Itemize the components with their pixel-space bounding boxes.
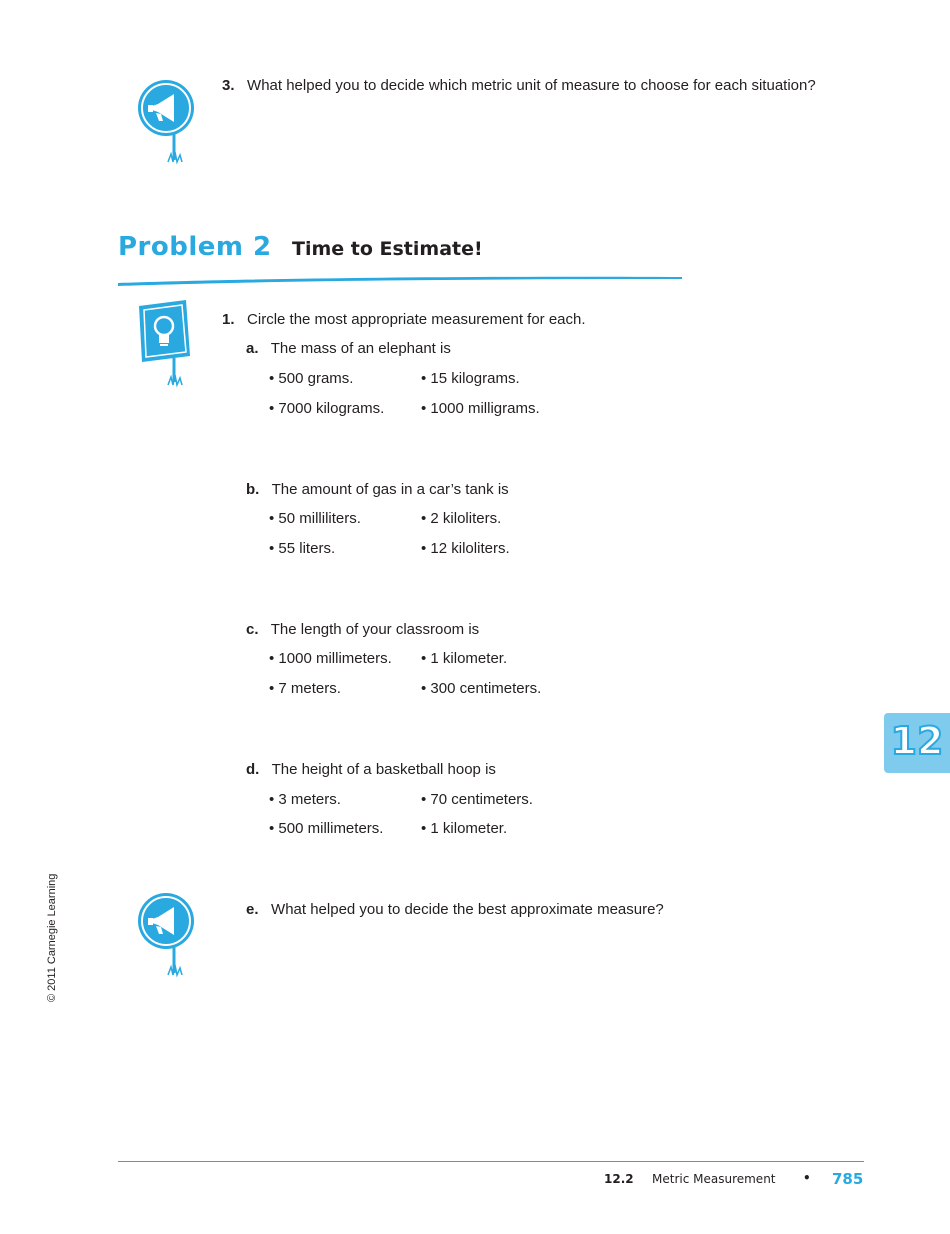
part-c-prompt: The length of your classroom is bbox=[270, 621, 480, 638]
page-number: 785 bbox=[832, 1170, 864, 1188]
footer-rule bbox=[118, 1161, 864, 1162]
part-d-prompt: The height of a basketball hoop is bbox=[271, 761, 496, 778]
part-e-prompt: What helped you to decide the best approximate measure? bbox=[271, 901, 664, 918]
part-a-prompt: The mass of an elephant is bbox=[270, 340, 451, 357]
part-b-option-1[interactable]: • 50 milliliters. bbox=[269, 510, 361, 527]
part-a-option-1[interactable]: • 500 grams. bbox=[269, 370, 354, 387]
part-e-letter: e. bbox=[246, 901, 259, 918]
footer-bullet: • bbox=[803, 1171, 811, 1185]
part-b-prompt: The amount of gas in a car’s tank is bbox=[271, 481, 509, 498]
problem-title: Time to Estimate! bbox=[292, 238, 483, 260]
part-a-option-2[interactable]: • 15 kilograms. bbox=[421, 370, 520, 387]
footer-section: 12.2 bbox=[604, 1172, 634, 1186]
part-c-option-4[interactable]: • 300 centimeters. bbox=[421, 680, 542, 697]
problem-label: Problem 2 bbox=[118, 232, 272, 262]
part-b-option-4[interactable]: • 12 kiloliters. bbox=[421, 540, 510, 557]
part-c-option-3[interactable]: • 7 meters. bbox=[269, 680, 341, 697]
megaphone-sign-icon bbox=[134, 76, 198, 166]
part-b-letter: b. bbox=[246, 481, 260, 498]
part-c-letter: c. bbox=[246, 621, 259, 638]
part-a-option-4[interactable]: • 1000 milligrams. bbox=[421, 400, 540, 417]
megaphone-sign-icon bbox=[134, 889, 198, 979]
part-d-letter: d. bbox=[246, 761, 260, 778]
title-underline bbox=[116, 270, 686, 286]
chapter-tab bbox=[884, 713, 950, 773]
part-c-option-1[interactable]: • 1000 millimeters. bbox=[269, 650, 392, 667]
question-3-number: 3. bbox=[222, 77, 235, 94]
footer-title: Metric Measurement bbox=[652, 1172, 776, 1186]
chapter-tab-number: 12 bbox=[890, 719, 944, 763]
part-d-option-1[interactable]: • 3 meters. bbox=[269, 791, 341, 808]
part-a-option-3[interactable]: • 7000 kilograms. bbox=[269, 400, 385, 417]
part-d-option-3[interactable]: • 500 millimeters. bbox=[269, 820, 384, 837]
part-a-letter: a. bbox=[246, 340, 259, 357]
part-d-option-4[interactable]: • 1 kilometer. bbox=[421, 820, 508, 837]
part-d-option-2[interactable]: • 70 centimeters. bbox=[421, 791, 533, 808]
copyright: © 2011 Carnegie Learning bbox=[46, 873, 58, 1002]
part-b-option-3[interactable]: • 55 liters. bbox=[269, 540, 336, 557]
question-1-number: 1. bbox=[222, 311, 235, 328]
question-3-text: What helped you to decide which metric unit of measure to choose for each situation? bbox=[247, 77, 816, 94]
part-b-option-2[interactable]: • 2 kiloliters. bbox=[421, 510, 502, 527]
question-1-text: Circle the most appropriate measurement for each. bbox=[247, 311, 586, 328]
part-c-option-2[interactable]: • 1 kilometer. bbox=[421, 650, 508, 667]
lightbulb-sign-icon bbox=[136, 298, 194, 388]
